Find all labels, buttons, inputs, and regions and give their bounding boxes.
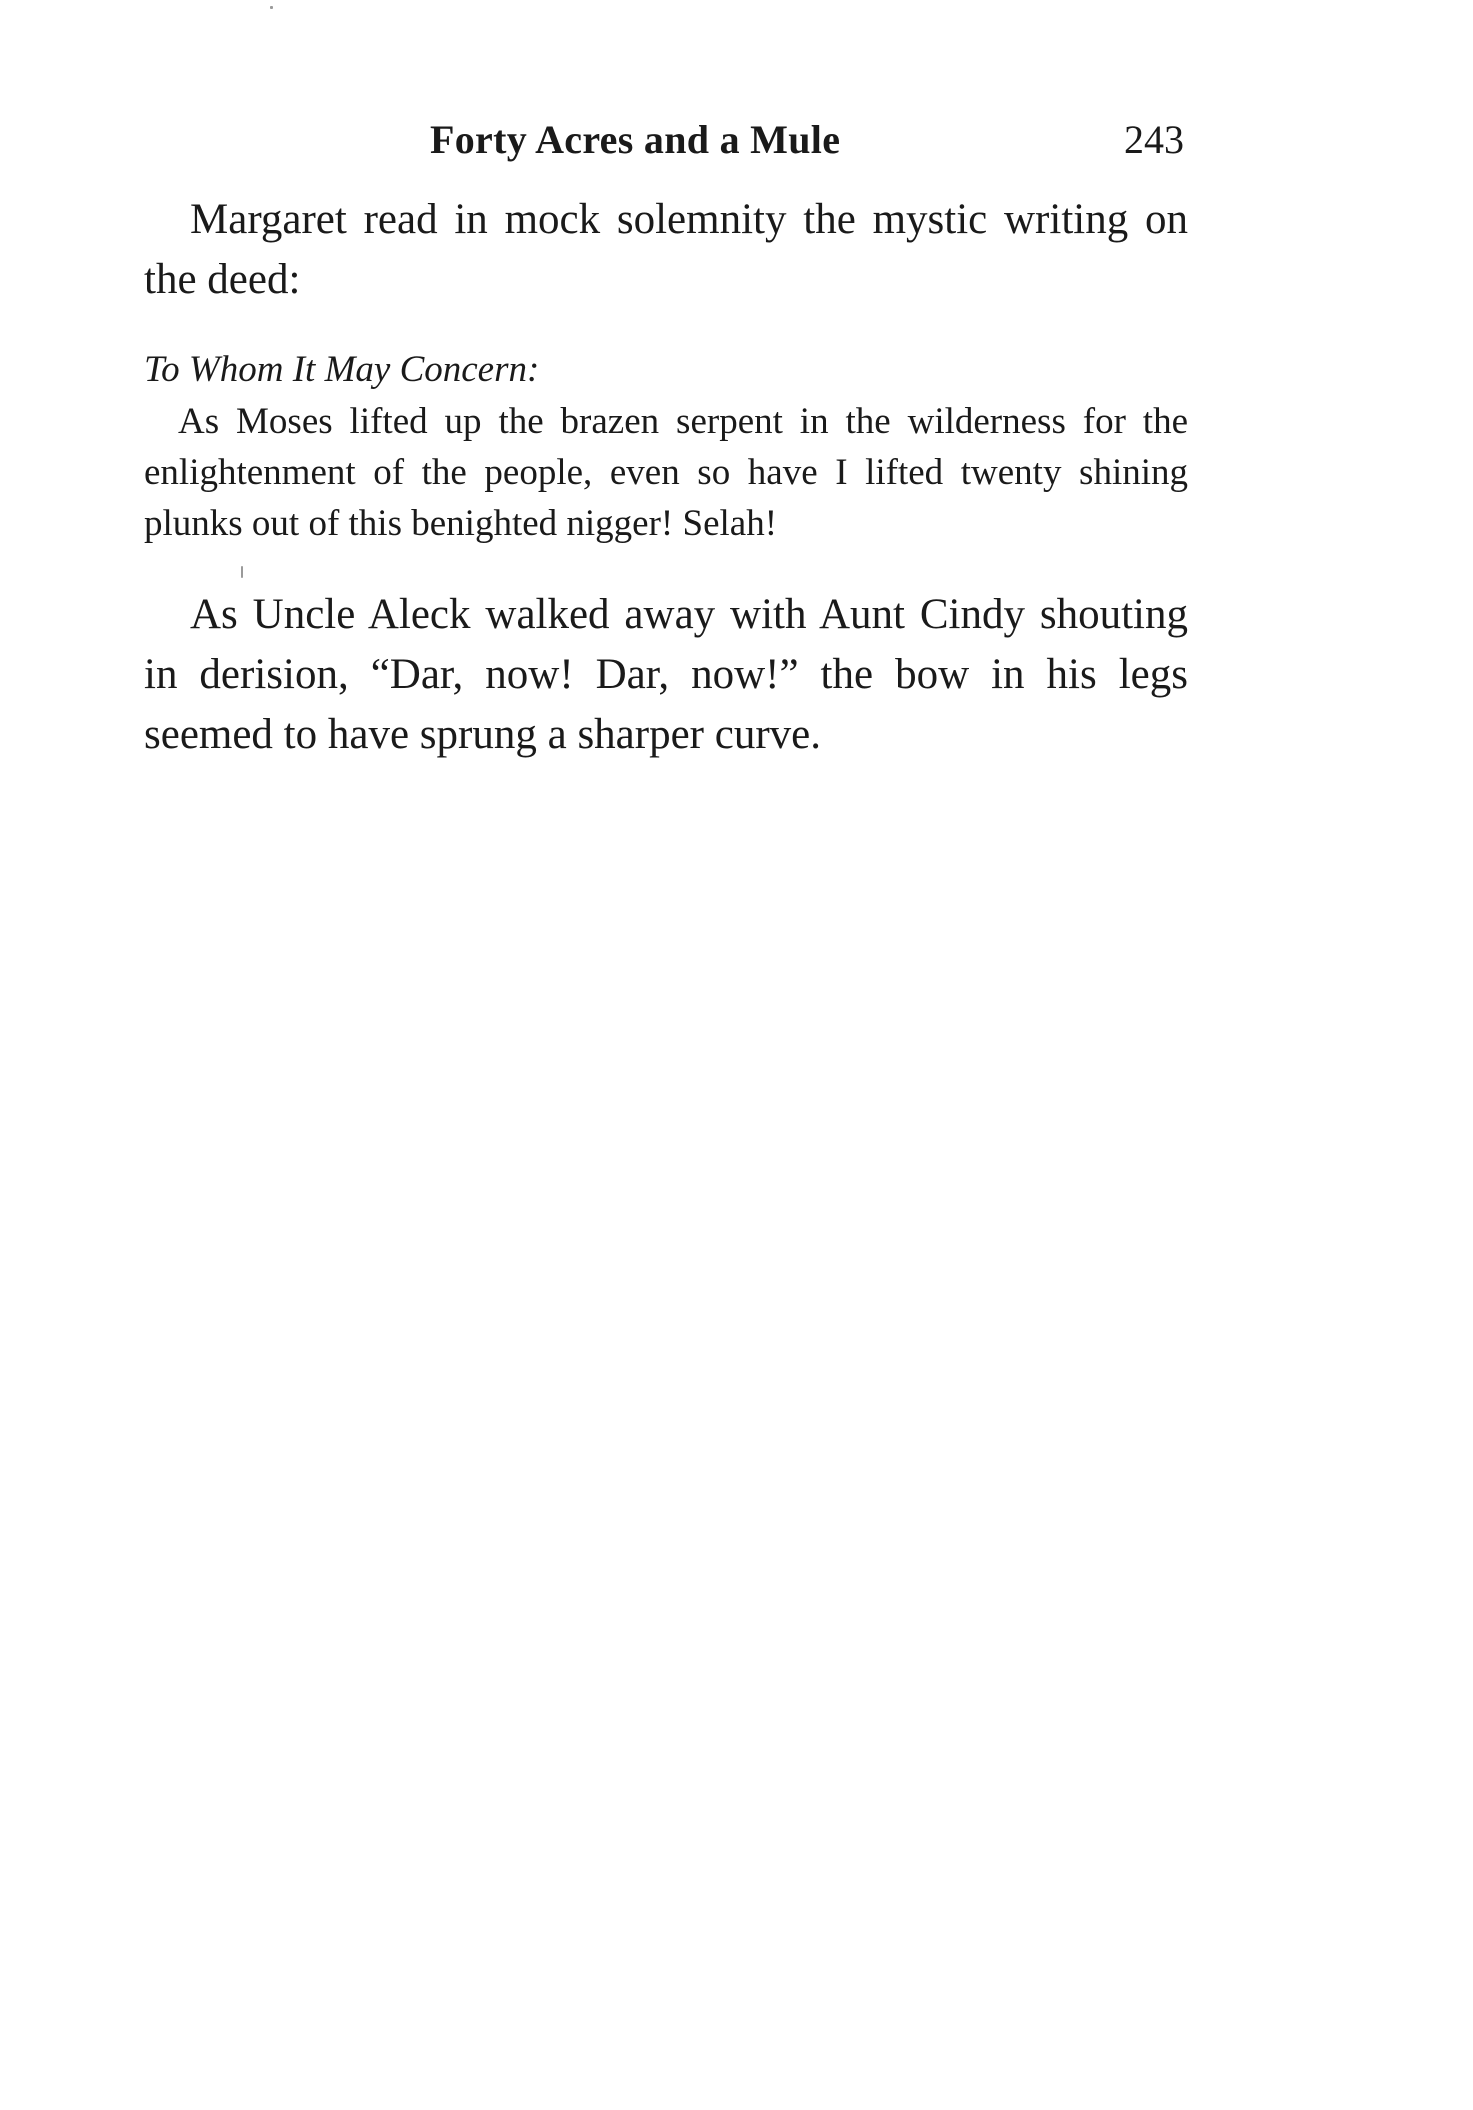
scan-speck	[241, 566, 243, 578]
body-paragraph: As Uncle Aleck walked away with Aunt Cindy shouting in derision, “Dar, now! Dar, now!” the bow in his legs seemed to have sprung a sharper curve.	[144, 591, 1188, 758]
running-head	[144, 110, 1188, 170]
deed-text: As Moses lifted up the brazen serpent in the wilderness for the enlightenment of the people, even so have I lifted twenty shining plunks out of this benighted nigger! Selah!	[144, 401, 1188, 544]
scan-speck	[270, 6, 273, 9]
running-title: Forty Acres and a Mule	[430, 117, 841, 162]
page-number: 243	[1124, 117, 1184, 162]
deed-salutation: To Whom It May Concern:	[144, 349, 540, 390]
body-paragraph: Margaret read in mock solemnity the mystic writing on the deed:	[144, 196, 1188, 303]
